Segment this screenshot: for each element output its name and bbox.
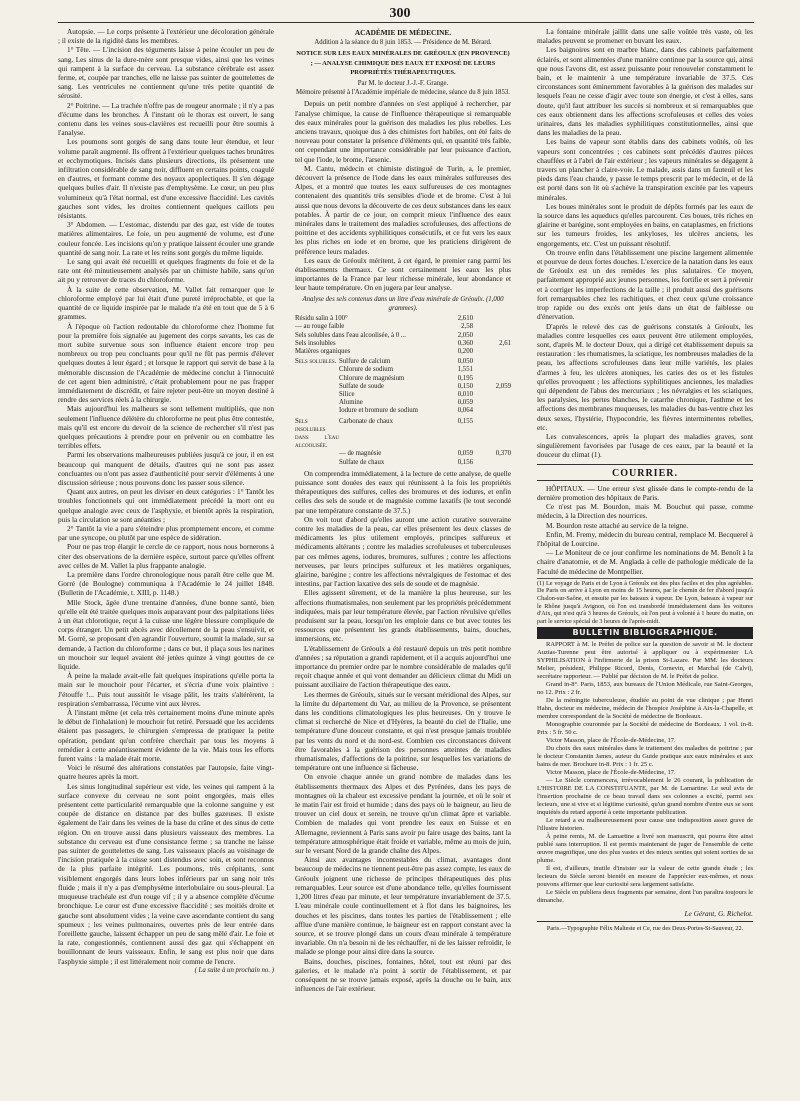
- group-label: [295, 366, 339, 374]
- cell-total: [473, 407, 511, 415]
- group-label: [295, 383, 339, 391]
- paragraph: Grand in-8°. Paris, 1853, aux bureaux de l'Union Médicale, rue Saint-Georges, no 12. Prix : 2 fr.: [537, 680, 753, 696]
- article-continuation: [537, 27, 753, 460]
- paragraph: M. Bourdon reste attaché au service de la teigne.: [546, 520, 689, 530]
- paragraph: Depuis un petit nombre d'années on s'est appliqué à rechercher, par l'analyse chimique, la cause de l'influence thérapeutique si remarquable des eaux minérales pour la guérison des maladies les plus rebelles. Les anciens travaux, quoique dus à des chimistes fort habiles, ont été faits de nouveau pour constater la présence d'éléments qui, en quantité très faible, ont cependant une importance considérable par leur puissance d'action, tel que l'iode, le brome, l'arsenic.: [295, 99, 511, 164]
- paragraph: Le retard a eu malheureusement pour cause une indisposition assez grave de l'illustre historien.: [537, 816, 753, 832]
- cell-value: 0,059: [457, 450, 473, 458]
- paragraph: Monographie couronnée par la Société de médecine de Bordeaux. 1 vol. in-8. Prix : 5 fr. 50 c.: [537, 720, 753, 736]
- paragraph: Le Siècle en publiera deux fragments par semaine, dont l'un paraîtra toujours le dimanche.: [537, 888, 753, 904]
- cell-label: Silice: [339, 390, 355, 398]
- cell-label: — au rouge faible: [295, 323, 345, 331]
- signature: Le Gérant, G. Richelot.: [684, 908, 753, 918]
- paragraph: Les convalescences, après la plupart des maladies graves, sont singulièrement favorisées par l'usage de ces eaux, par la beauté et la douceur du climat (1).: [537, 431, 753, 460]
- continued-note: ( La suite à un prochain no. ): [194, 966, 274, 974]
- table-row: [295, 407, 511, 415]
- cell-value: 0,050: [457, 358, 473, 366]
- table-row: [295, 391, 511, 399]
- article-title: NOTICE SUR LES EAUX MINÉRALES DE GRÉOULX (EN PROVENCE) ; — ANALYSE CHIMIQUE DES EAUX ET EXPOSÉ DE LEURS PROPRIÉTÉS THÉRAPEUTIQUES.: [296, 50, 510, 76]
- paragraph: La fontaine minérale jaillit dans une salle voûtée très vaste, où les malades peuvent se promener en buvant les eaux.: [537, 27, 753, 46]
- paragraph: — Le Siècle commencera, irrévocablement le 26 courant, la publication de L'HISTOIRE DE LA CONSTITUANTE, par M. de Lamartine. Le seul avis de l'insertion prochaine de ce beau travail dans ses colonnes a excité, parmi ses lecteurs, une si vive et si légitime curiosité, qu'un grand nombre d'entre eux se sont inquiétés du retard apporté à cette importante publication.: [537, 776, 753, 816]
- article-intro: [295, 99, 511, 292]
- insoluble-salts-table: [295, 418, 511, 467]
- paragraph: L'établissement de Gréoulx a été restauré depuis un très petit nombre d'années ; sa réputation a grandi rapidement, et il a acquis aujourd'hui une importance du premier ordre par le nombre considérable de malades qu'il reçoit chaque année et qui vont demander au délicieux climat du Midi un puissant auxiliaire de l'action thérapeutique des eaux.: [295, 643, 511, 690]
- analysis-title: Analyse des sels contenus dans un litre d'eau minérale de Gréoulx. (1,000 grammes).: [302, 295, 504, 312]
- paragraph: Les baignoires sont en marbre blanc, dans des cabinets parfaitement éclairés, et sont alimentées d'une manière continue par la source qui, ainsi que nous l'avons dit, est assez puissante pour renouveler constamment le bain, et le maintenir à une température invariable de 37.5. Ces circonstances sont éminemment favorables à la guérison des malades sur lesquels l'eau ne cesse d'agir avec toute son énergie, et c'est à elles, sans doute, qu'il faut attribuer les succès si nombreux et si remarquables que ces eaux obtiennent dans les affections scrofuleuses et celles des voies urinaires, dans les maladies syphilitiques constitutionnelles, ainsi que dans les maladies de la peau.: [537, 45, 753, 138]
- cell-value: 2,050: [457, 331, 473, 339]
- cell-label: Sulfate de chaux: [339, 458, 385, 466]
- cell-total: [473, 315, 511, 323]
- table-row: [295, 399, 511, 407]
- table-row: [295, 348, 511, 356]
- paragraph: 2° Tantôt la vie a paru s'éteindre plus promptement encore, et comme par une syncope, ou plutôt par une espèce de sidération.: [58, 523, 274, 543]
- paragraph: Ce n'est pas M. Bourdon, mais M. Bouchut qui passe, comme médecin, à la Direction des nourrices.: [537, 502, 753, 521]
- bulletin-heading: BULLETIN BIBLIOGRAPHIQUE.: [537, 627, 753, 638]
- table-row: [295, 358, 511, 366]
- paragraph: RAPPORT à M. le Préfet de police sur la question de savoir si M. le docteur Auzias-Turenne peut être autorisé à appliquer ou à expérimenter LA SYPHILISATION à l'infirmerie de la prison St-Lazare. Par MM. les docteurs Melier, président, Philippe Ricord, Denis, Cornevin, et Marchal (de Calvi), secrétaire rapporteur. — Publié par décision de M. le Préfet de police.: [537, 640, 753, 680]
- article-author: Par M. le docteur J.-J.-F. Grange.: [357, 80, 449, 88]
- paragraph: Elles agissent sûrement, et de la manière la plus heureuse, sur les affections rhumatismales, non seulement par les propriétés précédemment indiquées, mais par leur température élevée, par l'action révulsive qu'elles produisent sur la peau, lorsqu'on les emploie dans ce but avec toutes les ressources que présentent les grands établissements, bains, douches, immersions, etc.: [295, 588, 511, 644]
- column-right: [537, 27, 753, 1095]
- cell-value: 0,059: [457, 399, 473, 407]
- cell-label: — de magnésie: [339, 450, 382, 458]
- table-row: [295, 383, 511, 391]
- cell-label: Matières organiques: [295, 347, 351, 355]
- paragraph: Mais aujourd'hui les malheurs se sont tellement multipliés, que non seulement l'influence délétère du chloroforme ne peut plus être contestée, mais qu'il est encore du devoir de la science de rechercher s'il n'est pas quelques précautions à prendre pour en prévenir ou en combattre les terribles effets.: [58, 404, 274, 451]
- paragraph: 1° Tête. — L'incision des téguments laisse à peine écouler un peu de sang. Les sinus de la dure-mère sont presque vides, ainsi que les veines qui rampent à la surface du cerveau. La substance cérébrale est assez ferme, et, coupée par tranches, elle ne laisse pas suinter de gouttelettes de sang. Les ventricules ne contiennent qu'une très petite quantité de sérosité.: [58, 45, 274, 101]
- cell-value: 0,156: [457, 458, 473, 466]
- paragraph: Du choix des eaux minérales dans le traitement des maladies de poitrine ; par le docteur Constantin James, auteur du Guide pratique aux eaux minérales et aux bains de mer. Brochure in-8. Prix : 1 fr. 25 c.: [537, 744, 753, 768]
- paragraph: On voit tout d'abord qu'elles auront une action curative souveraine contre les maladies de la peau, car elles présentent les deux classes de médicaments les plus utilement employés, principes sulfureux et médicaments altérants ; contre les maladies scrofuleuses et tuberculeuses par ces mêmes agens, iodures, bromures, sulfures ; contre les affections nerveuses, par leurs principes sulfureux et les matières organiques, glairine, barégine ; contre les affections névralgiques de l'estomac et des intestins, par l'action laxative des sels de soude et de magnésie.: [295, 514, 511, 589]
- paragraph: 3° Abdomen. — L'estomac, distendu par des gaz, est vide de toutes matières alimentaires. Le foie, un peu augmenté de volume, est d'une couleur foncée. Les incisions qu'on y pratique laissent écouler une grande quantité de sang noir. La rate et les reins sont gorgés du même liquide.: [58, 220, 274, 257]
- paragraph: À l'instant même (et cela très certainement moins d'une minute après le début de l'inhalation) le mouchoir fut retiré. Persuadé que les accidents étaient pas passagers, le chirurgien s'empressa de pratiquer la petite opération, pendant qu'un confrère cherchait par tous les moyens à remédier à cette anéantissement évidente de la vie. Mais tous les efforts furent vains : la malade était morte.: [58, 708, 274, 764]
- cell-value: 0,010: [457, 390, 473, 398]
- cell-value: 0,150: [457, 382, 473, 390]
- paragraph: Le sang qui avait été recueilli et quelques fragments du foie et de la rate ont été minutieusement analysés par un chimiste habile, sans qu'on ait pu y retrouver de traces du chloroforme.: [58, 257, 274, 285]
- table-row: [295, 332, 511, 340]
- paragraph: Les boues minérales sont le produit de dépôts formés par les eaux de la source dans les aqueducs qu'elles parcourent. Ces boues, très riches en glairine et barégine, sont employées en bains, en cataplasmes, en frictions sur les tumeurs froides, les ankyloses, les ulcères anciens, les engorgements, etc. C'est un puissant résolutif.: [537, 201, 753, 248]
- cell-label: Résidu salin à 100°: [295, 315, 348, 323]
- paragraph: Mlle Stock, âgée d'une trentaine d'années, d'une bonne santé, bien qu'elle eût été traitée quelques mois auparavant pour des palpitations liées à un état chlorotique, reçut à la cuisse une légère blessure compliquée de corps étranger. Un petit abcès avec décollement de la peau s'ensuivit, et M. Gorré, se proposant d'en agrandir l'ouverture, soumit la malade, sur sa demande, à l'action du chloroforme ; dans ce but, il plaça sous les narines un mouchoir sur lequel avaient été jetées quinze à vingt gouttes de ce liquide.: [58, 597, 274, 672]
- cell-label: Sulfate de soude: [339, 382, 384, 390]
- paragraph: Voici le résumé des altérations constatées par l'autopsie, faite vingt-quatre heures après la mort.: [58, 763, 274, 782]
- paragraph: De la méningite tuberculeuse, étudiée au point de vue clinique ; par Henri Hahn, docteur en médecine, médecin de l'hospice Joséphine à Aix-la-Chapelle, et membre correspondant de la Société de médecine de Bordeaux.: [537, 696, 753, 720]
- group-label: [295, 407, 339, 415]
- footnote: (1) Le voyage de Paris et de Lyon à Gréoulx est des plus faciles et des plus agréables. De Paris on arrive à Lyon en moins de 15 heures, par le chemin de fer d'abord jusqu'à Chalon-sur-Saône, et ensuite par les bateaux à vapeur. De Lyon, bateaux à vapeur sur le Rhône jusqu'à Avignon, où l'on est transbordé immédiatement dans les voitures d'Aix, qui n'est qu'à 3 heures de Gréoulx, où l'on peut à volonté à 1 heure du matin, on part le service spécial de 3 heures de l'après-midi.: [537, 579, 753, 625]
- table-row: [295, 375, 511, 383]
- paragraph: Il est, d'ailleurs, inutile d'insister sur la valeur de cette grande étude ; les lecteurs du Siècle seront bientôt en mesure de l'apprécier eux-mêmes, et nous pouvons affirmer que leur curiosité sera largement satisfaite.: [537, 864, 753, 888]
- paragraph: Les sinus longitudinal supérieur est vide, les veines qui rampent à la surface convexe du cerveau ne sont point engorgées, mais elles présentent cette particularité remarquable que la colonne sanguine y est coupée de distance en distance par des bulles gazeuses. Il existe également de l'air dans les veines de la base du crâne et des sinus de cette région. On en trouve aussi dans plusieurs vaisseaux des membres. La substance du cerveau est d'une consistance ferme ; sa tranche ne laisse pas suinter de gouttelettes de sang. Les vaisseaux placés au voisinage de l'incision pratiquée à la cuisse sont distendus avec soin, et sont reconnus de la plus parfaite intégrité. Les poumons, très crépitants, sont visiblement engorgés dans leurs lobes inférieurs par un sang noir très fluide ; mais il n'y a pas d'emphysème interlobulaire ou sous-pleural. La muqueuse trachéale est d'un rouge vif ; il y a absence complète d'écume bronchique. Le cœur est d'une excessive flaccidité ; ses moitiés droite et gauche sont absolument vides ; la veine cave ascendante contient du sang spumeux ; les veines pulmonaires, ouvertes près de leur entrée dans l'oreillette gauche, laissent échapper un peu de sang mêlé d'air. Le foie et la rate, congestionnés, contiennent aussi des gaz qui s'échappent en bouillonnant de leurs vaisseaux. Enfin, le sang est plus noir que dans l'asphyxie simple ; il est littéralement noir comme de l'encre.: [58, 781, 274, 966]
- imprint: Paris.—Typographie Félix Malteste et Ce, rue des Deux-Portes-St-Sauveur, 22.: [537, 921, 753, 933]
- article-note: Mémoire présenté à l'Académie impériale de médecine, séance du 8 juin 1853.: [296, 89, 510, 97]
- cell-total: [473, 459, 511, 467]
- cell-value: 2,610: [457, 315, 473, 323]
- cell-label: Chlorure de sodium: [339, 366, 393, 374]
- cell-total: [473, 332, 511, 340]
- paragraph: Victor Masson, place de l'École-de-Médecine, 17.: [546, 736, 676, 744]
- paragraph: D'après le relevé des cas de guérisons constatés à Gréoulx, les maladies contre lesquelles ces eaux peuvent être utilement employées, sont, d'après M. le docteur Doux, qui a dirigé cet établissement depuis sa restauration : les rhumatismes, la sciatique, les nombreuses maladies de la peau, les affections scrofuleuses dans leur mille variétés, les plaies d'armes à feu, les ulcères atoniques, les caries des os et les fistules qu'elles provoquent ; les affections syphilitiques anciennes, les maladies qui dépendent de l'abus des mercuriaux ; les névralgies et les sciatiques, les paralysies, les pertes blanches, le catarrhe chronique, l'asthme et les affections des membranes muqueuses, les maladies du bas-ventre chez les deux sexes, l'hystérie, l'hypocondrie, les fièvres intermittentes rebelles, etc.: [537, 321, 753, 432]
- cell-total: 0,370: [495, 450, 511, 458]
- courrier-heading: COURRIER.: [612, 467, 678, 479]
- table-row: [295, 340, 511, 348]
- cell-value: 0,200: [457, 347, 473, 355]
- cell-value: 2,58: [461, 323, 473, 331]
- table-row: [295, 450, 511, 458]
- paragraph: On envoie chaque année un grand nombre de malades dans les établissements thermaux des Alpes et des Pyrénées, dans les pays de montagnes où la chaleur est excessive pendant la journée, et où le soir et le matin l'air est froid et humide ; dans des pays où le baigneur, au lieu de trouver un ciel doux et serein, ne trouve qu'un climat âpre et variable. Combien de malades qui vont prendre les eaux en Suisse et en Allemagne, reviennent à Paris sans avoir pu faire usage des bains, tant la température atmosphérique était froide et variable, même au mois de juin, sur le versant Nord de la grande chaîne des Alpes.: [295, 772, 511, 856]
- paragraph: À peine remis, M. de Lamartine a livré son manuscrit, qui pourra être ainsi publié sans interruption. Il est permis maintenant de juger de l'ensemble de cette œuvre magnifique, une des plus vastes et des mieux senties qui soient sorties de sa plume.: [537, 832, 753, 864]
- table-row: [295, 315, 511, 323]
- paragraph: À peine la malade avait-elle fait quelques inspirations qu'elle porta la main sur le mouchoir pour l'écarter, et s'écria d'une voix plaintive : J'étouffe !... Puis tout aussitôt le visage pâlit, les traits s'altérèrent, la respiration s'embarrassa, l'écume vint aux lèvres.: [58, 671, 274, 708]
- paragraph: — Le Moniteur de ce jour confirme les nominations de M. Benoît à la chaire d'anatomie, et de M. Anglada à celle de pathologie médicale de la Faculté de médecine de Montpellier.: [537, 548, 753, 576]
- section-heading: ACADÉMIE DE MÉDECINE.: [354, 28, 452, 37]
- cell-label: Sels solubles dans l'eau alcoolisée, à 0 ...: [295, 331, 406, 339]
- cell-label: Chlorure de magnésium: [339, 374, 405, 382]
- column-left: [58, 27, 274, 1095]
- autopsy-text: [58, 27, 274, 966]
- courrier-text: [537, 484, 753, 576]
- paragraph: Pour ne pas trop élargir le cercle de ce rapport, nous nous bornerons à citer des observations de la dernière espèce, surtout parce qu'elles offrent avec celles de M. Vallet la plus frappante analogie.: [58, 542, 274, 570]
- group-label: Sels insolubles dans l'eau alcoolisée.: [295, 417, 339, 450]
- cell-total: [473, 399, 511, 407]
- cell-total: [473, 358, 511, 366]
- cell-label: Sels insolubles: [295, 339, 336, 347]
- cell-value: 0,360: [457, 339, 473, 347]
- divider: [537, 480, 753, 481]
- paragraph: À la suite de cette observation, M. Vallet fait remarquer que le chloroforme employé par lui était d'une pureté irréprochable, et que la quantité de ce liquide inspirée par le malade n'a été en tout que de 5 à 6 grammes.: [58, 284, 274, 322]
- column-middle: [295, 27, 511, 1095]
- paragraph: Les bains de vapeur sont établis dans des cabinets voûtés, où les vapeurs sont concentrées ; ces cabinets sont précédés d'autres pièces chauffées et à l'abri de l'air extérieur ; les vapeurs minérales se dégagent à travers un plancher à claire-voie. Le malade, assis dans un fauteuil et les pieds dans l'eau chaude, y passe le temps prescrit par le médecin, et de là est porté dans son lit où s'achève la transpiration excitée par les vapeurs minérales.: [537, 137, 753, 202]
- soluble-salts-table: [295, 358, 511, 415]
- group-label: [295, 450, 339, 458]
- cell-total: [473, 323, 511, 331]
- table-row: [295, 459, 511, 467]
- cell-value: 1,551: [457, 366, 473, 374]
- paragraph: On trouve enfin dans l'établissement une piscine largement alimentée et pourvue de deux fortes douches. L'exercice de la natation dans les eaux de Gréoulx est un des remèdes les plus salutaires. Ce moyen, parfaitement approprié aux jeunes personnes, les fortifie et sert à prévenir et à corriger les imperfections de la taille ; il produit aussi des guérisons fort remarquables chez les rachitiques, et chez ceux qu'une croissance trop rapide ou des excès ont jetés dans un état de faiblesse ou d'énervation.: [537, 247, 753, 322]
- paragraph: Parmi les observations malheureuses publiées jusqu'à ce jour, il en est beaucoup qui manquent de détails, d'autres qui ne sont pas assez concluantes ou n'ont pas assez d'authenticité pour servir d'éléments à une discussion sérieuse ; nous pouvons donc les passer sous silence.: [58, 450, 274, 487]
- group-label: [295, 459, 339, 467]
- paragraph: Ainsi aux avantages incontestables du climat, avantages dont beaucoup de médecins ne tiennent peut-être pas assez compte, les eaux de Gréoulx joignent une richesse de principes thérapeutiques des plus remarquables. Leur source est d'une abondance telle, qu'elles fournissent 1,200 litres d'eau par minute, et leur température invariablement de 37.5. L'eau minérale coule continuellement et à flot dans les baignoires, les douches et les piscines, dans toutes les parties de l'établissement ; elle afflue d'une manière continue, le baigneur est en rapport constant avec la source, et se trouve plongé dans un cours d'eau minérale à température invariable. On n'a besoin ni de les réchauffer, ni de les laisser refroidir, le malade se plonge pour ainsi dire dans la source.: [295, 855, 511, 957]
- divider: [537, 464, 753, 465]
- group-label: [295, 391, 339, 399]
- paragraph: Autopsie. — Le corps présente à l'extérieur une décoloration générale ; il existe de la rigidité dans les membres.: [58, 27, 274, 46]
- header-rule: [58, 22, 754, 23]
- cell-value: 0,155: [457, 417, 473, 425]
- cell-label: Carbonate de chaux: [339, 417, 393, 425]
- paragraph: Les poumons sont gorgés de sang dans toute leur étendue, et leur volume paraît augmenté. Ils offrent à l'extérieur quelques taches brunâtres et ecchymotiques. Incisés dans plusieurs directions, ils présentent une infiltration considérable de sang noir, diffluent en certains points, coagulé en d'autres, et formant comme des noyaux apoplectiques. Il s'en dégage quelques bulles d'air. Il n'existe pas d'emphysème. Le cœur, un peu plus volumineux qu'à l'état normal, est d'une excessive flaccidité. Les cavités gauches sont vides, les droites contiennent quelques caillots peu résistants.: [58, 137, 274, 221]
- session-line: Addition à la séance du 8 juin 1853. — Présidence de M. Bérard.: [314, 39, 492, 47]
- paragraph: M. Cantu, médecin et chimiste distingué de Turin, a, le premier, découvert la présence de l'iode dans les eaux minérales sulfureuses des Alpes, et a montré que toutes les eaux sulfureuses de ces montagnes contenaient des quantités très sensibles d'iode et de brome. C'est à lui aussi que nous devons la découverte de ces deux substances dans les eaux potables. À partir de ce jour, on comprit mieux l'influence des eaux minérales dans le traitement des maladies scrofuleuses, des affections de poitrine et des accidents syphilitiques consécutifs, et ce fut vers les eaux les plus riches en iode et en brome, que les praticiens dirigèrent de préférence leurs malades.: [295, 163, 511, 256]
- paragraph: La première dans l'ordre chronologique nous paraît être celle que M. Gorré (de Boulogne) communiqua à l'Académie le 24 juillet 1848. (Bulletin de l'Académie, t. XIII, p. 1148.): [58, 569, 274, 598]
- paragraph: Bains, douches, piscines, fontaines, hôtel, tout est réuni par des galeries, et le malade n'a point à sortir de l'établissement, et par conséquent ne se trouve jamais exposé, après la douche ou le bain, aux influences de l'air extérieur.: [295, 956, 511, 994]
- paragraph: Victor Masson, place de l'École-de-Médecine, 17.: [546, 768, 676, 776]
- cell-label: Sulfure de calcium: [339, 358, 391, 366]
- paragraph: Les thermes de Gréoulx, situés sur le versant méridional des Alpes, sur la limite du département du Var, au milieu de la Provence, se présentent dans les conditions climatologiques les plus heureuses. On y trouve le climat si recherché de Nice et d'Hyères, la beauté du ciel de l'Italie, une température d'une douceur constante, et qui n'est presque jamais troublée par les vents du nord et du nord-est. Combien ces circonstances doivent être favorables à la guérison des personnes atteintes de maladies rhumatismales, d'affections de la poitrine, sur lesquelles les variations de température ont une influence si fâcheuse.: [295, 689, 511, 773]
- table-row: [295, 418, 511, 451]
- cell-label: Alumine: [339, 399, 363, 407]
- paragraph: 2° Poitrine. — La trachée n'offre pas de rougeur anormale ; il n'y a pas d'écume dans les bronches. À l'instant où le thorax est ouvert, le sang contenu dans les veines sous-clavières est recueilli pour être soumis à l'analyse.: [58, 100, 274, 138]
- group-label: [295, 375, 339, 383]
- paragraph: Les eaux de Gréoulx méritent, à cet égard, le premier rang parmi les établissements thermaux. Ce sont certainement les eaux les plus importantes de la France par leur richesse minérale, leur abondance et leur haute température. On en jugera par leur analyse.: [295, 255, 511, 293]
- paragraph: Quant aux autres, on peut les diviser en deux catégories : 1° Tantôt les troubles fonctionnels qui ont immédiatement précédé la mort ont eu quelque analogie avec ceux de l'asphyxie, et bientôt après la respiration, puis la circulation se sont anéanties ;: [58, 487, 274, 524]
- cell-total: [473, 375, 511, 383]
- page-number: 300: [389, 6, 411, 21]
- cell-total: 2,059: [495, 382, 511, 390]
- analysis-table: [295, 315, 511, 356]
- group-label: [295, 399, 339, 407]
- cell-value: 0,064: [457, 407, 473, 415]
- cell-value: 0,195: [457, 374, 473, 382]
- table-row: [295, 323, 511, 331]
- cell-total: [473, 366, 511, 374]
- paragraph: À l'époque où l'action redoutable du chloroforme chez l'homme fut pour la première fois signalée au jugement des corps savants, les cas de mort subite survenue sous son influence étaient encore trop peu nombreux ou trop peu concluants pour qu'il ne fût pas permis d'élever quelques doutes à leur égard ; et lorsque le rapport qui servit de base à la mémorable discussion de l'Académie de médecine conclut à l'innocuité de cet agent bien administré, c'était probablement pour ne pas frapper immédiatement de discrédit, et faire rejeter peut-être un moyen destiné à rendre des services réels à la chirurgie.: [58, 321, 274, 405]
- cell-total: 2,61: [499, 339, 511, 347]
- cell-total: [473, 391, 511, 399]
- paragraph: HÔPITAUX. — Une erreur s'est glissée dans le compte-rendu de la dernière promotion des hôpitaux de Paris.: [537, 483, 753, 502]
- bulletin-text: [537, 641, 753, 905]
- table-row: [295, 366, 511, 374]
- cell-total: [473, 348, 511, 356]
- group-label: Sels solubles.: [295, 358, 337, 366]
- article-body: [295, 469, 511, 994]
- paragraph: On comprendra immédiatement, à la lecture de cette analyse, de quelle puissance sont douées des eaux qui réunissent à la fois les propriétés thérapeutiques des sulfures, celles des bromures et des iodures, et enfin celles des sels de soude et de magnésie comme laxatifs (le tout secondé par une température constante de 37.5.): [295, 468, 511, 515]
- cell-label: Iodure et bromure de sodium: [339, 407, 418, 415]
- cell-total: [473, 418, 511, 451]
- paragraph: Enfin, M. Fremy, médecin du bureau central, remplace M. Becquerel à l'hôpital de Lourcine.: [537, 529, 753, 548]
